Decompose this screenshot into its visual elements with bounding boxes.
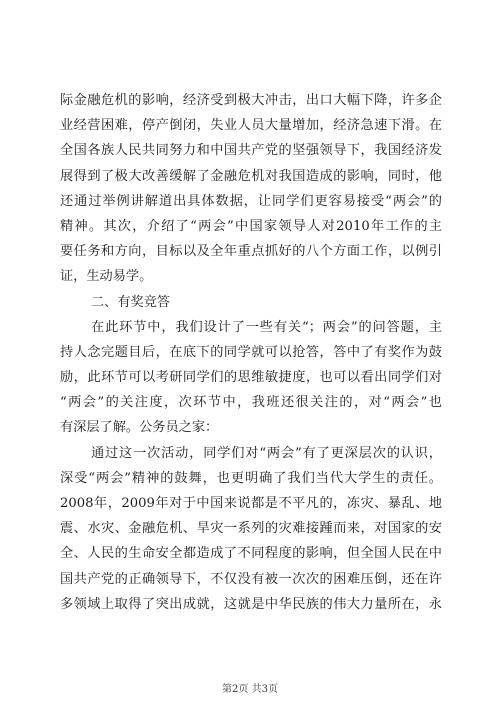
text-line: 要任务和方向，目标以及全年重点抓好的八个方面工作，以例引 [60, 244, 442, 260]
text-line: 励，此环节可以考研同学们的思维敏捷度，也可以看出同学们对 [60, 370, 442, 386]
text-line: 国共产党的正确领导下，不仅没有被一次次的困难压倒，还在许 [60, 571, 442, 587]
text-line: 全、人民的生命安全都造成了不同程度的影响，但全国人民在中 [60, 546, 442, 562]
text-line: 深受“两会”精神的鼓舞，也更明确了我们当代大学生的责任。 [60, 470, 442, 486]
text-line: 展得到了极大改善缓解了金融危机对我国造成的影响，同时，他 [60, 168, 442, 184]
body-text [60, 88, 442, 617]
text-line: 还通过举例讲解道出具体数据，让同学们更容易接受“两会”的 [60, 193, 442, 209]
text-line: 际金融危机的影响，经济受到极大冲击，出口大幅下降，许多企 [60, 93, 442, 108]
text-line: 精神。其次，介绍了“两会”中国家领导人对2010年工作的主 [60, 218, 442, 234]
text-line: 通过这一次活动，同学们对“两会”有了更深层次的认识， [91, 445, 442, 461]
text-line: 2008年，2009年对于中国来说都是不平凡的，冻灾、暴乱、地 [60, 496, 442, 511]
section-heading: 二、有奖竞答 [91, 294, 171, 310]
text-line: 震、水灾、金融危机、旱灾一系列的灾难接踵而来，对国家的安 [60, 521, 442, 537]
text-line: 持人念完题目后，在底下的同学就可以抢答，答中了有奖作为鼓 [60, 344, 442, 360]
text-line: 多领域上取得了突出成就，这就是中华民族的伟大力量所在，永 [60, 596, 442, 612]
text-line: 业经营困难，停产倒闭，失业人员大量增加，经济急速下滑。在 [60, 118, 442, 134]
text-line: 有深层了解。公务员之家： [60, 420, 219, 436]
text-line: 全国各族人民共同努力和中国共产党的坚强领导下，我国经济发 [60, 143, 442, 159]
text-line: “两会”的关注度，次环节中，我班还很关注的，对“两会”也 [60, 395, 442, 411]
text-line: 在此环节中，我们设计了一些有关“；两会”的问答题，主 [91, 319, 442, 335]
page-number-footer: 第2页 共3页 [222, 684, 278, 695]
text-line: 证，生动易学。 [60, 269, 153, 285]
